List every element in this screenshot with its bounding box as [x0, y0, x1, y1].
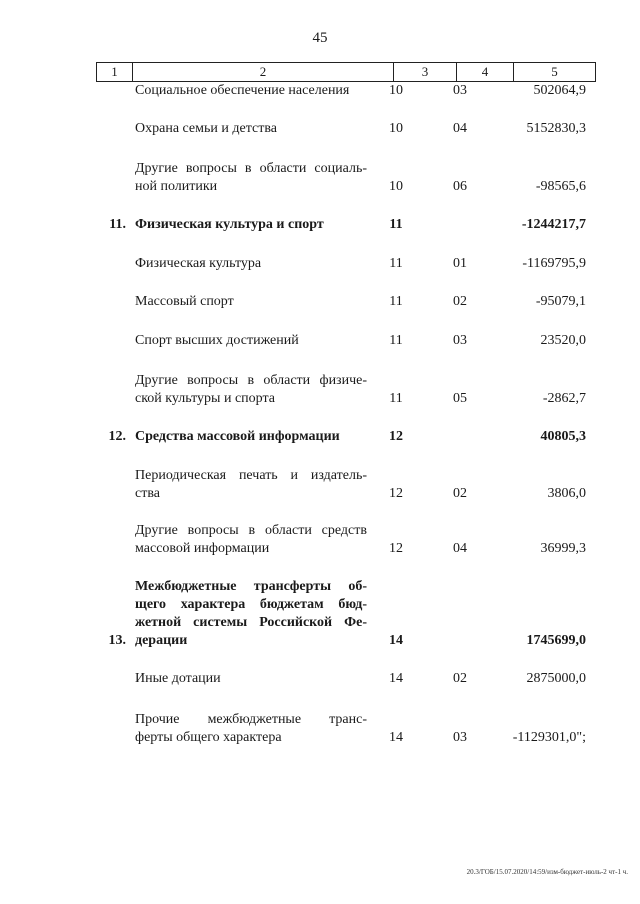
row-label-line: щего характера бюджетам бюд-: [135, 597, 367, 612]
header-col-4: 4: [456, 63, 513, 81]
cell-c5: -95079,1: [535, 294, 586, 309]
cell-c5: 23520,0: [540, 333, 586, 348]
cell-c5: 502064,9: [533, 83, 586, 98]
row-label: [135, 522, 367, 558]
cell-c4: 04: [453, 121, 467, 136]
row-number: 13.: [108, 633, 126, 648]
cell-c3: 10: [389, 121, 403, 136]
row-label-line: Физическая культура: [135, 256, 262, 271]
cell-c4: 02: [453, 671, 467, 686]
cell-c5: -1244217,7: [521, 217, 586, 232]
row-label-line: Физическая культура и спорт: [135, 217, 324, 232]
cell-c3: 10: [389, 179, 403, 194]
row-label-line: ной политики: [135, 179, 218, 194]
row-label-line: Межбюджетные трансферты об-: [135, 579, 367, 594]
row-label-line: дерации: [135, 633, 188, 648]
row-label-line: массовой информации: [135, 541, 270, 556]
cell-c5: 2875000,0: [526, 671, 586, 686]
cell-c4: 05: [453, 391, 467, 406]
row-number: 12.: [108, 429, 126, 444]
row-label: [135, 293, 367, 311]
row-label-line: Массовый спорт: [135, 294, 234, 309]
header-col-5: 5: [513, 63, 595, 81]
cell-c5: 3806,0: [547, 486, 586, 501]
cell-c3: 14: [389, 633, 403, 648]
cell-c3: 14: [389, 671, 403, 686]
cell-c4: 02: [453, 486, 467, 501]
cell-c4: 02: [453, 294, 467, 309]
row-label-line: Прочие межбюджетные транс-: [135, 712, 367, 727]
cell-c5: 40805,3: [540, 429, 586, 444]
row-label-line: ферты общего характера: [135, 730, 282, 745]
header-col-1: 1: [111, 64, 118, 79]
row-label: [135, 82, 367, 100]
row-label: [135, 120, 367, 138]
cell-c3: 12: [389, 486, 403, 501]
row-label-line: Социальное обеспечение населения: [135, 83, 350, 98]
row-label: [135, 160, 367, 196]
row-label-line: Средства массовой информации: [135, 429, 340, 444]
row-label: [135, 578, 367, 650]
cell-c5: -98565,6: [535, 179, 586, 194]
cell-c4: 06: [453, 179, 467, 194]
row-label: [135, 372, 367, 408]
row-label: [135, 467, 367, 503]
row-number: 11.: [109, 217, 126, 232]
cell-c5: 1745699,0: [526, 633, 586, 648]
cell-c3: 11: [389, 217, 403, 232]
cell-c3: 11: [389, 391, 403, 406]
cell-c4: 01: [453, 256, 467, 271]
row-label-line: Спорт высших достижений: [135, 333, 299, 348]
cell-c3: 11: [389, 256, 403, 271]
cell-c5: -1169795,9: [522, 256, 586, 271]
row-label-line: Охрана семьи и детства: [135, 121, 277, 136]
cell-c5: -2862,7: [542, 391, 586, 406]
header-col-2: 2: [132, 63, 393, 81]
cell-c5: 36999,3: [540, 541, 586, 556]
cell-c5: -1129301,0";: [512, 730, 586, 745]
cell-c3: 11: [389, 333, 403, 348]
row-label-line: ства: [135, 486, 160, 501]
header-col-3: 3: [393, 63, 456, 81]
row-label: [135, 670, 367, 688]
page-number: 45: [312, 30, 328, 46]
row-label: [135, 711, 367, 747]
document-footer: 20.3/ГОБ/15.07.2020/14:59/изм-бюджет-июль-2 чт-1 ч.: [466, 868, 628, 876]
row-label-line: Иные дотации: [135, 671, 221, 686]
row-label-line: Другие вопросы в области социаль-: [135, 161, 367, 176]
row-label-line: Периодическая печать и издатель-: [135, 468, 367, 483]
row-label-line: Другие вопросы в области физиче-: [135, 373, 367, 388]
cell-c3: 12: [389, 541, 403, 556]
cell-c3: 14: [389, 730, 403, 745]
table-header: [96, 62, 596, 82]
row-label: [135, 216, 367, 234]
cell-c4: 04: [453, 541, 467, 556]
cell-c4: 03: [453, 730, 467, 745]
cell-c3: 10: [389, 83, 403, 98]
cell-c5: 5152830,3: [526, 121, 586, 136]
cell-c3: 12: [389, 429, 403, 444]
row-label-line: ской культуры и спорта: [135, 391, 275, 406]
row-label-line: жетной системы Российской Фе-: [135, 615, 367, 630]
row-label: [135, 332, 367, 350]
cell-c4: 03: [453, 333, 467, 348]
row-label: [135, 428, 367, 446]
cell-c4: 03: [453, 83, 467, 98]
cell-c3: 11: [389, 294, 403, 309]
row-label: [135, 255, 367, 273]
row-label-line: Другие вопросы в области средств: [135, 523, 367, 538]
